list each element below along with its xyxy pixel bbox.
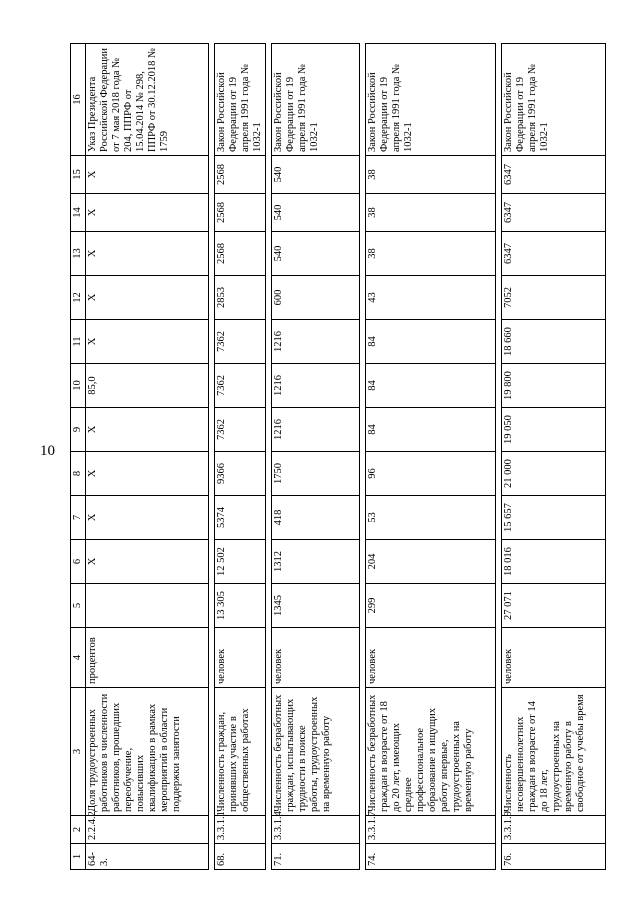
value-cell: 84 bbox=[366, 364, 496, 408]
table-row bbox=[502, 44, 606, 870]
value-cell: 38 bbox=[366, 194, 496, 232]
page-number: 10 bbox=[40, 443, 55, 459]
unit: человек bbox=[215, 628, 266, 688]
value-cell: Х bbox=[86, 156, 209, 194]
value-cell: Х bbox=[86, 320, 209, 364]
value-cell: 6347 bbox=[502, 156, 606, 194]
col-header: 7 bbox=[71, 496, 86, 540]
value-cell: 7362 bbox=[215, 320, 266, 364]
indicator-name: Численность безработных граждан в возрасте от 18 до 20 лет, имеющих среднее профессиональное образование и ищущих работу впервые, трудоустроенных на временную работу bbox=[366, 688, 496, 816]
legal-basis: Закон Российской Федерации от 19 апреля 1991 года № 1032-1 bbox=[215, 44, 266, 156]
value-cell: 53 bbox=[366, 496, 496, 540]
table-row bbox=[366, 44, 496, 870]
value-cell: 204 bbox=[366, 540, 496, 584]
column-numbers-row bbox=[71, 44, 86, 870]
value-cell: 12 502 bbox=[215, 540, 266, 584]
value-cell: 15 657 bbox=[502, 496, 606, 540]
col-header: 10 bbox=[71, 364, 86, 408]
table-row bbox=[272, 44, 360, 870]
legal-basis: Указ Президента Российской Федерации от 7 мая 2018 года № 204, ППРФ от 15.04.2014 № 298, ППРФ от 30.12.2018 № 1759 bbox=[86, 44, 209, 156]
value-cell: 7362 bbox=[215, 408, 266, 452]
col-header: 6 bbox=[71, 540, 86, 584]
indicator-name: Численность граждан, принявших участие в общественных работах bbox=[215, 688, 266, 816]
value-cell: 540 bbox=[272, 232, 360, 276]
indicator-name: Доля трудоустроенных работников в численности работников, прошедших переобучение, повысивших квалификацию в рамках мероприятий в области поддержки занятости bbox=[86, 688, 209, 816]
value-cell: 38 bbox=[366, 156, 496, 194]
col-header: 1 bbox=[71, 844, 86, 870]
value-cell: 2568 bbox=[215, 194, 266, 232]
value-cell: 7362 bbox=[215, 364, 266, 408]
row-number: 76. bbox=[502, 844, 606, 870]
value-cell: 540 bbox=[272, 156, 360, 194]
value-cell: 6347 bbox=[502, 194, 606, 232]
value-cell: 1216 bbox=[272, 408, 360, 452]
value-cell: Х bbox=[86, 408, 209, 452]
col-header: 12 bbox=[71, 276, 86, 320]
value-cell: 2568 bbox=[215, 156, 266, 194]
value-cell: 418 bbox=[272, 496, 360, 540]
value-cell: 85,0 bbox=[86, 364, 209, 408]
value-cell: Х bbox=[86, 232, 209, 276]
value-cell: 38 bbox=[366, 232, 496, 276]
col-header: 16 bbox=[71, 44, 86, 156]
row-number: 64-3. bbox=[86, 844, 209, 870]
col-header: 8 bbox=[71, 452, 86, 496]
value-cell: 96 bbox=[366, 452, 496, 496]
value-cell: Х bbox=[86, 452, 209, 496]
value-cell: 299 bbox=[366, 584, 496, 628]
row-code: 3.3.1.1. bbox=[215, 816, 266, 844]
legal-basis: Закон Российской Федерации от 19 апреля 1991 года № 1032-1 bbox=[502, 44, 606, 156]
col-header: 14 bbox=[71, 194, 86, 232]
value-cell: 84 bbox=[366, 320, 496, 364]
value-cell bbox=[86, 584, 209, 628]
col-header: 11 bbox=[71, 320, 86, 364]
value-cell: Х bbox=[86, 276, 209, 320]
col-header: 5 bbox=[71, 584, 86, 628]
value-cell: 9366 bbox=[215, 452, 266, 496]
unit: человек bbox=[272, 628, 360, 688]
col-header: 2 bbox=[71, 816, 86, 844]
value-cell: 1345 bbox=[272, 584, 360, 628]
rotated-table-container bbox=[70, 50, 610, 870]
row-code: 3.3.1.7. bbox=[366, 816, 496, 844]
unit: процентов bbox=[86, 628, 209, 688]
value-cell: 19 800 bbox=[502, 364, 606, 408]
value-cell: 540 bbox=[272, 194, 360, 232]
table-row bbox=[86, 44, 209, 870]
unit: человек bbox=[366, 628, 496, 688]
row-number: 71. bbox=[272, 844, 360, 870]
value-cell: 84 bbox=[366, 408, 496, 452]
value-cell: 2853 bbox=[215, 276, 266, 320]
value-cell: 27 071 bbox=[502, 584, 606, 628]
value-cell: 1216 bbox=[272, 364, 360, 408]
value-cell: Х bbox=[86, 540, 209, 584]
indicator-name: Численность несовершеннолетних граждан в возрасте от 14 до 18 лет, трудоустроенных на временную работу в свободное от учебы время bbox=[502, 688, 606, 816]
row-code: 3.3.1.9. bbox=[502, 816, 606, 844]
value-cell: 6347 bbox=[502, 232, 606, 276]
unit: человек bbox=[502, 628, 606, 688]
row-number: 74. bbox=[366, 844, 496, 870]
value-cell: 1750 bbox=[272, 452, 360, 496]
col-header: 15 bbox=[71, 156, 86, 194]
value-cell: 5374 bbox=[215, 496, 266, 540]
value-cell: Х bbox=[86, 496, 209, 540]
col-header: 3 bbox=[71, 688, 86, 816]
indicator-name: Численность безработных граждан, испытывающих трудности в поиске работы, трудоустроенных на временную работу bbox=[272, 688, 360, 816]
value-cell: 7052 bbox=[502, 276, 606, 320]
legal-basis: Закон Российской Федерации от 19 апреля 1991 года № 1032-1 bbox=[366, 44, 496, 156]
table-row bbox=[215, 44, 266, 870]
value-cell: 1216 bbox=[272, 320, 360, 364]
value-cell: 2568 bbox=[215, 232, 266, 276]
value-cell: 21 000 bbox=[502, 452, 606, 496]
value-cell: 18 016 bbox=[502, 540, 606, 584]
row-code: 2.2.4.2. bbox=[86, 816, 209, 844]
value-cell: 600 bbox=[272, 276, 360, 320]
value-cell: 19 050 bbox=[502, 408, 606, 452]
col-header: 9 bbox=[71, 408, 86, 452]
legal-basis: Закон Российской Федерации от 19 апреля 1991 года № 1032-1 bbox=[272, 44, 360, 156]
value-cell: 1312 bbox=[272, 540, 360, 584]
row-number: 68. bbox=[215, 844, 266, 870]
value-cell: 18 660 bbox=[502, 320, 606, 364]
col-header: 13 bbox=[71, 232, 86, 276]
value-cell: 13 305 bbox=[215, 584, 266, 628]
value-cell: 43 bbox=[366, 276, 496, 320]
row-code: 3.3.1.4. bbox=[272, 816, 360, 844]
col-header: 4 bbox=[71, 628, 86, 688]
indicators-table bbox=[70, 43, 606, 870]
value-cell: Х bbox=[86, 194, 209, 232]
